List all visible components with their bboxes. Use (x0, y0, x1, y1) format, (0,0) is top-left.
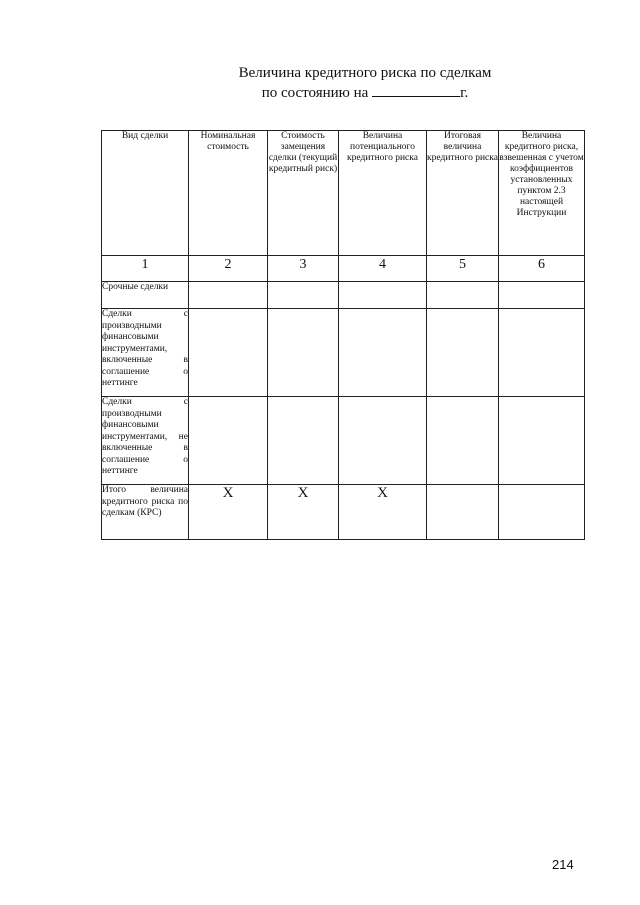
table-cell (427, 282, 499, 309)
table-row (102, 397, 585, 485)
column-number: 4 (339, 256, 427, 282)
document-title (170, 64, 560, 103)
table-cell (499, 397, 585, 485)
table-row (102, 309, 585, 397)
table-header-row (102, 131, 585, 256)
table-cell (268, 282, 339, 309)
credit-risk-table (101, 130, 585, 540)
table-row-total (102, 485, 585, 540)
table-cell (339, 309, 427, 397)
not-applicable-mark: X (189, 485, 268, 540)
table-cell (499, 282, 585, 309)
column-number: 3 (268, 256, 339, 282)
table-cell (427, 485, 499, 540)
column-number: 5 (427, 256, 499, 282)
column-number: 2 (189, 256, 268, 282)
table-cell (499, 309, 585, 397)
column-number-row (102, 256, 585, 282)
table-cell (268, 397, 339, 485)
header-replacement-cost: Стоимость замещения сделки (текущий кредитный риск) (268, 131, 339, 256)
header-deal-type: Вид сделки (102, 131, 189, 256)
title-date-prefix: по состоянию на (261, 85, 373, 101)
not-applicable-mark: X (339, 485, 427, 540)
title-line-2 (170, 83, 560, 103)
header-nominal-value: Номинальная стоимость (189, 131, 268, 256)
table-cell (268, 309, 339, 397)
not-applicable-mark: X (268, 485, 339, 540)
table-cell (427, 397, 499, 485)
table-cell (189, 397, 268, 485)
table-cell (427, 309, 499, 397)
table-row (102, 282, 585, 309)
column-number: 1 (102, 256, 189, 282)
column-number: 6 (499, 256, 585, 282)
row-label-netting-excluded: Сделки с производными финансовыми инструментами, не включенные в соглашение о неттинге (102, 397, 189, 485)
row-label-netting-included: Сделки с производными финансовыми инструментами, включенные в соглашение о неттинге (102, 309, 189, 397)
title-line-1: Величина кредитного риска по сделкам (238, 65, 492, 81)
table-cell (339, 397, 427, 485)
table-cell (189, 309, 268, 397)
date-blank-line (372, 83, 460, 97)
header-potential-risk: Величина потенциального кредитного риска (339, 131, 427, 256)
title-date-suffix: г. (460, 85, 469, 101)
table-cell (499, 485, 585, 540)
page-number: 214 (552, 857, 574, 872)
header-weighted-risk: Величина кредитного риска, взвешенная с учетом коэффициентов установленных пунктом 2.3 настоящей Инструкции (499, 131, 585, 256)
row-label-forward-deals: Срочные сделки (102, 282, 189, 309)
table-cell (189, 282, 268, 309)
header-total-risk: Итоговая величина кредитного риска (427, 131, 499, 256)
row-label-total: Итого величина кредитного риска по сделкам (КРС) (102, 485, 189, 540)
table-cell (339, 282, 427, 309)
